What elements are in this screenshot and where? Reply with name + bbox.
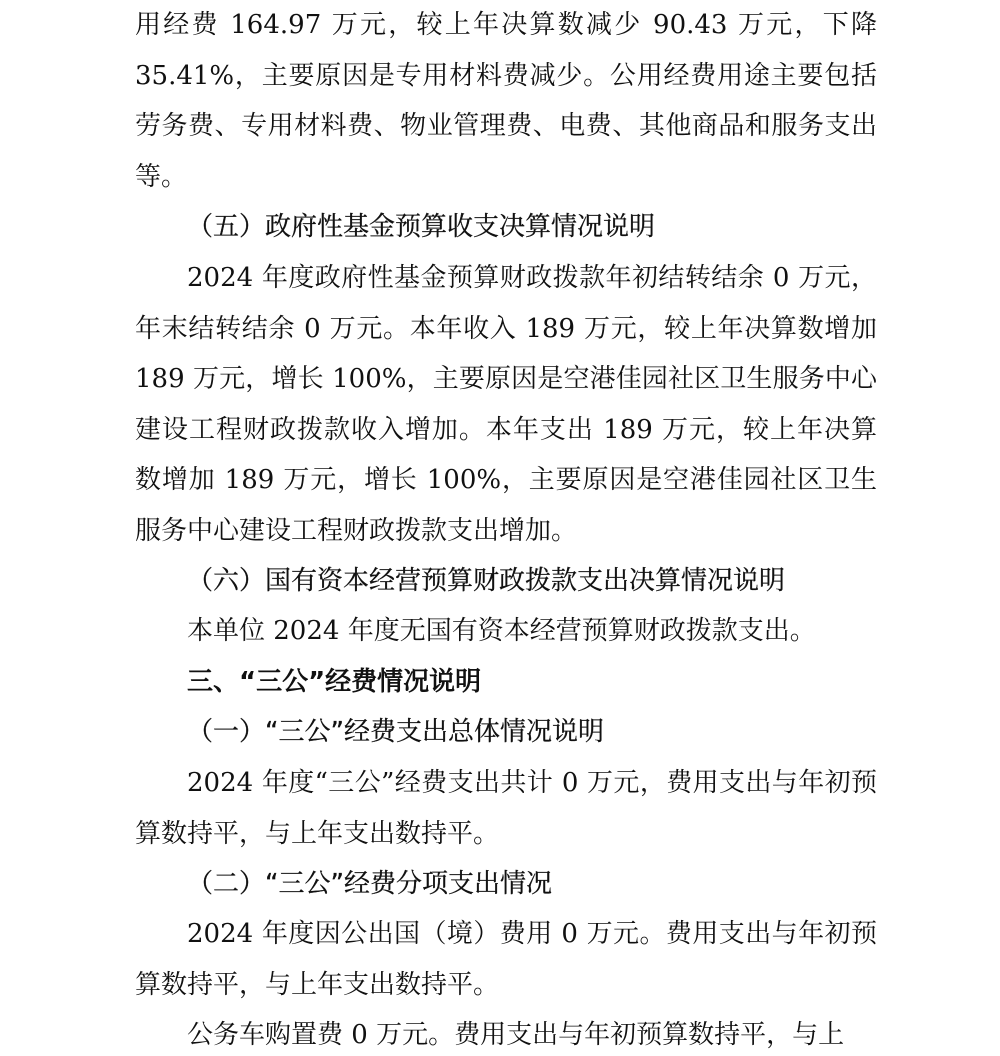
paragraph-public-expense-tail: 用经费 164.97 万元，较上年决算数减少 90.43 万元，下降 35.41%，主要原因是专用材料费减少。公用经费用途主要包括劳务费、专用材料费、物业管理费、电费、其他商品和服务支出等。 [135,10,877,192]
heading-three-public-itemized: （二）“三公”经费分项支出情况 [187,869,552,899]
heading-government-fund-budget: （五）政府性基金预算收支决算情况说明 [187,212,656,242]
heading-three-public-expenses: 三、“三公”经费情况说明 [187,667,482,697]
paragraph-vehicle-purchase-expense: 公务车购置费 0 万元。费用支出与年初预算数持平，与上 [187,1020,845,1050]
paragraph-government-fund-budget: 2024 年度政府性基金预算财政拨款年初结转结余 0 万元，年末结转结余 0 万元。本年收入 189 万元，较上年决算数增加 189 万元，增长 100%，主要原因是空港佳园社区卫生服务中心建设工程财政拨款收入增加。本年支出 189 万元，较上年决算数增加 189 万元，增长 100%，主要原因是空港佳园社区卫生服务中心建设工程财政拨款支出增加。 [135,263,877,546]
paragraph-state-capital-budget: 本单位 2024 年度无国有资本经营预算财政拨款支出。 [187,616,816,646]
paragraph-overseas-travel-expense: 2024 年度因公出国（境）费用 0 万元。费用支出与年初预算数持平，与上年支出数持平。 [135,919,877,1000]
heading-state-capital-budget: （六）国有资本经营预算财政拨款支出决算情况说明 [187,566,786,596]
paragraph-three-public-overall: 2024 年度“三公”经费支出共计 0 万元，费用支出与年初预算数持平，与上年支出数持平。 [135,768,877,849]
heading-three-public-overall: （一）“三公”经费支出总体情况说明 [187,717,604,747]
